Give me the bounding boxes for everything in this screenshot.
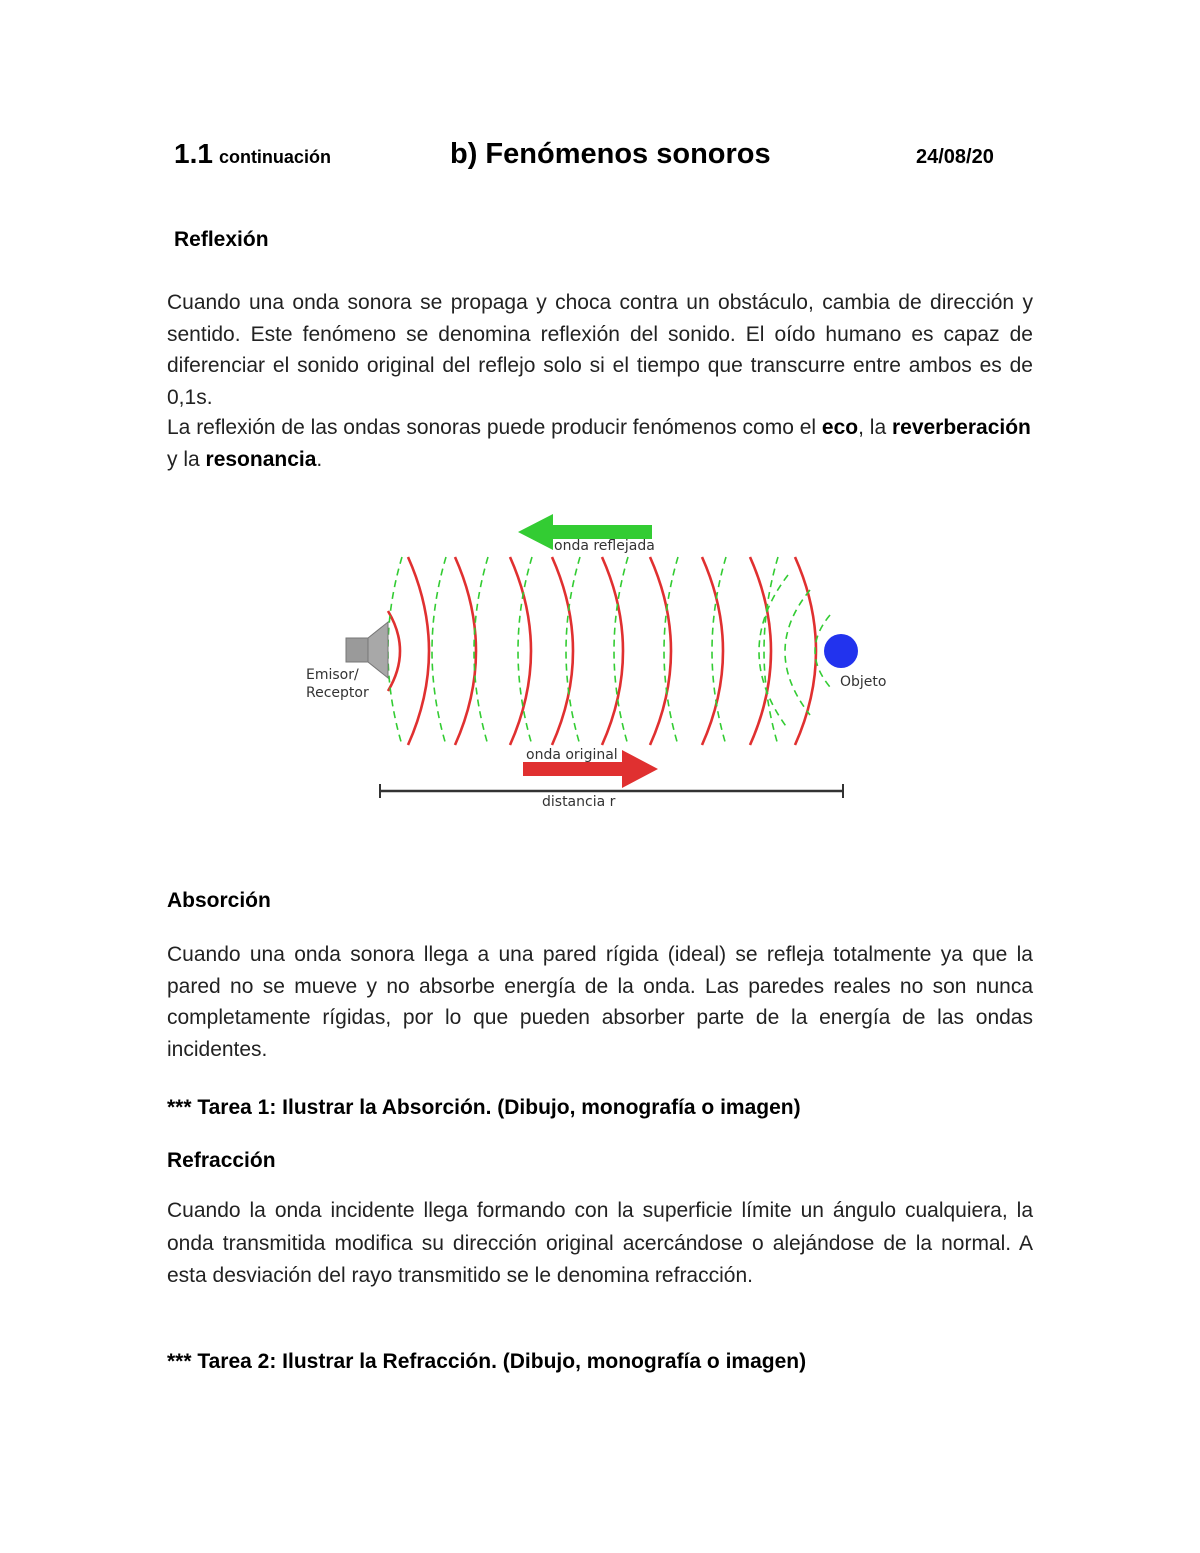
section-number-block [174, 138, 331, 170]
label-emisor: Emisor/ [306, 667, 359, 683]
text-run: . [316, 447, 323, 471]
text-run: , la [858, 416, 892, 439]
object-circle [824, 634, 858, 668]
text-run: La reflexión de las ondas sonoras puede producir fenómenos como el [167, 416, 822, 439]
label-onda-original: onda original [526, 747, 618, 763]
reflected-wave-front [614, 557, 628, 745]
label-onda-reflejada: onda reflejada [554, 538, 655, 554]
original-wave-front [455, 557, 476, 745]
paragraph-refraccion: Cuando la onda incidente llega formando con la superficie límite un ángulo cualquiera, la onda transmitida modifica su dirección original acercándose o alejándose de la normal. A esta desviación del rayo transmitido se le denomina refracción. [167, 1199, 1033, 1287]
paragraph-reflexion-1: Cuando una onda sonora se propaga y choca contra un obstáculo, cambia de dirección y sentido. Este fenómeno se denomina reflexión del sonido. El oído humano es capaz de diferenciar el sonido original del reflejo solo si el tiempo que transcurre entre ambos es de 0,1s. [167, 291, 1033, 409]
section-subtitle: continuación [218, 147, 331, 167]
document-title: b) Fenómenos sonoros [450, 138, 771, 170]
original-wave-front [510, 557, 531, 745]
original-wave-front [408, 557, 429, 745]
heading-refraccion: Refracción [167, 1149, 276, 1172]
label-distancia: distancia r [542, 794, 616, 810]
original-wave-front [552, 557, 573, 745]
task-1: *** Tarea 1: Ilustrar la Absorción. (Dibujo, monografía o imagen) [167, 1096, 801, 1119]
wave-fronts [388, 557, 830, 745]
heading-reflexion: Reflexión [174, 228, 269, 251]
section-number: 1.1 [174, 138, 213, 169]
reflection-diagram [290, 505, 910, 825]
label-objeto: Objeto [840, 674, 887, 690]
text-run: y la [167, 447, 206, 471]
reflection-diagram-svg [290, 505, 910, 825]
paragraph-absorcion: Cuando una onda sonora llega a una pared rígida (ideal) se refleja totalmente ya que la pared no se mueve y no absorbe energía de la onda. Las paredes reales no son nunca completamente rígidas, por lo que pueden absorber parte de la energía de las ondas incidentes. [167, 943, 1033, 1061]
reflected-wave-front [785, 590, 810, 715]
document-date: 24/08/20 [916, 146, 994, 168]
paragraph-reflexion-2 [167, 412, 1033, 475]
heading-absorcion: Absorción [167, 889, 271, 912]
term-eco: eco [821, 416, 859, 439]
original-wave-front [602, 557, 623, 745]
original-wave-front [795, 557, 816, 745]
original-wave-front [750, 557, 771, 745]
term-resonancia: resonancia [205, 447, 317, 471]
document-header [0, 138, 1200, 182]
reflected-wave-front [432, 557, 446, 745]
term-reverberacion: reverberación [891, 416, 1031, 439]
task-2: *** Tarea 2: Ilustrar la Refracción. (Dibujo, monografía o imagen) [167, 1350, 807, 1373]
original-wave-front [650, 557, 671, 745]
original-wave-front [702, 557, 723, 745]
label-receptor: Receptor [306, 685, 369, 701]
